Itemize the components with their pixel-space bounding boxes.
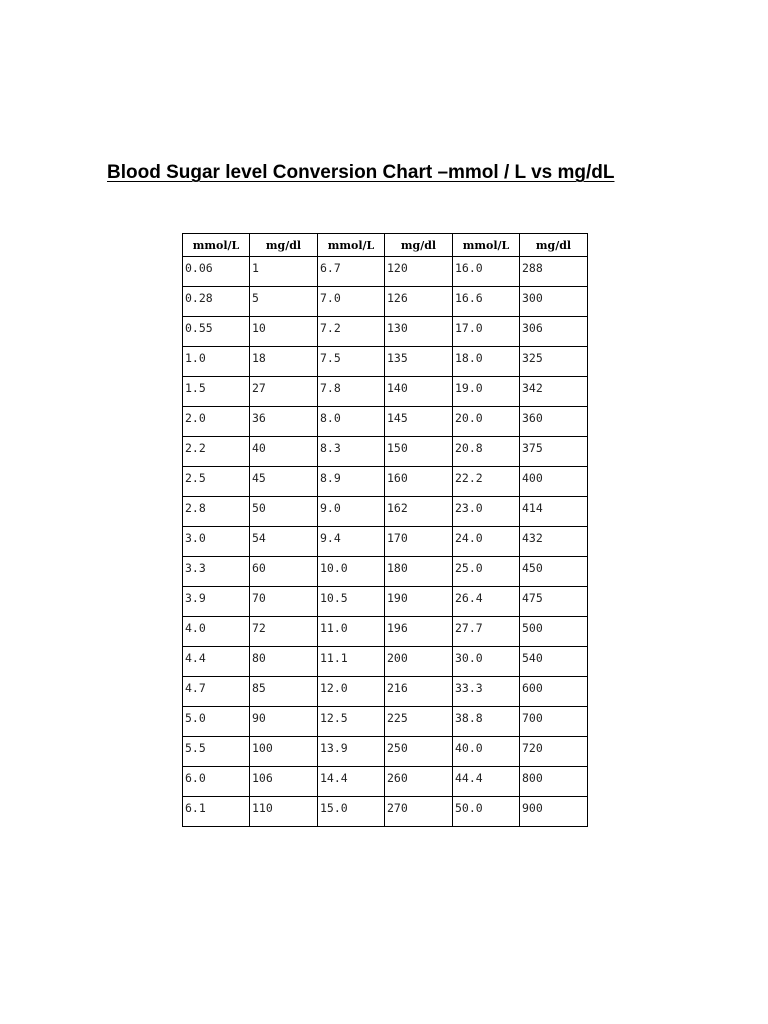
table-cell: 120 bbox=[385, 257, 453, 287]
table-cell: 27 bbox=[250, 377, 318, 407]
table-cell: 180 bbox=[385, 557, 453, 587]
table-cell: 160 bbox=[385, 467, 453, 497]
table-cell: 325 bbox=[520, 347, 588, 377]
table-cell: 72 bbox=[250, 617, 318, 647]
table-cell: 110 bbox=[250, 797, 318, 827]
table-cell: 5 bbox=[250, 287, 318, 317]
table-cell: 800 bbox=[520, 767, 588, 797]
table-cell: 140 bbox=[385, 377, 453, 407]
table-cell: 300 bbox=[520, 287, 588, 317]
table-cell: 400 bbox=[520, 467, 588, 497]
table-cell: 500 bbox=[520, 617, 588, 647]
table-row bbox=[183, 407, 588, 437]
table-cell: 70 bbox=[250, 587, 318, 617]
conversion-table bbox=[182, 233, 588, 827]
table-cell: 38.8 bbox=[453, 707, 520, 737]
table-cell: 10.0 bbox=[318, 557, 385, 587]
table-cell: 360 bbox=[520, 407, 588, 437]
table-cell: 306 bbox=[520, 317, 588, 347]
table-cell: 5.0 bbox=[183, 707, 250, 737]
table-cell: 7.5 bbox=[318, 347, 385, 377]
table-cell: 20.0 bbox=[453, 407, 520, 437]
table-cell: 50 bbox=[250, 497, 318, 527]
table-cell: 85 bbox=[250, 677, 318, 707]
table-row bbox=[183, 617, 588, 647]
table-header-row bbox=[183, 234, 588, 257]
table-cell: 342 bbox=[520, 377, 588, 407]
table-row bbox=[183, 737, 588, 767]
table-cell: 100 bbox=[250, 737, 318, 767]
table-cell: 150 bbox=[385, 437, 453, 467]
table-cell: 13.9 bbox=[318, 737, 385, 767]
table-row bbox=[183, 257, 588, 287]
table-cell: 145 bbox=[385, 407, 453, 437]
table-cell: 450 bbox=[520, 557, 588, 587]
table-cell: 40 bbox=[250, 437, 318, 467]
table-cell: 900 bbox=[520, 797, 588, 827]
table-cell: 10.5 bbox=[318, 587, 385, 617]
table-cell: 6.1 bbox=[183, 797, 250, 827]
table-cell: 432 bbox=[520, 527, 588, 557]
table-body bbox=[183, 257, 588, 827]
table-cell: 26.4 bbox=[453, 587, 520, 617]
table-cell: 20.8 bbox=[453, 437, 520, 467]
page-title: Blood Sugar level Conversion Chart –mmol / L vs mg/dL bbox=[107, 162, 615, 183]
table-cell: 6.0 bbox=[183, 767, 250, 797]
table-cell: 33.3 bbox=[453, 677, 520, 707]
table-cell: 414 bbox=[520, 497, 588, 527]
table-row bbox=[183, 557, 588, 587]
table-cell: 7.2 bbox=[318, 317, 385, 347]
table-cell: 216 bbox=[385, 677, 453, 707]
table-cell: 1.5 bbox=[183, 377, 250, 407]
table-cell: 27.7 bbox=[453, 617, 520, 647]
header-mmol-3: mmol/L bbox=[453, 234, 520, 257]
table-row bbox=[183, 347, 588, 377]
table-cell: 14.4 bbox=[318, 767, 385, 797]
table-cell: 9.4 bbox=[318, 527, 385, 557]
table-cell: 44.4 bbox=[453, 767, 520, 797]
table-cell: 22.2 bbox=[453, 467, 520, 497]
table-cell: 60 bbox=[250, 557, 318, 587]
table-cell: 260 bbox=[385, 767, 453, 797]
table-cell: 7.8 bbox=[318, 377, 385, 407]
table-row bbox=[183, 287, 588, 317]
table-cell: 25.0 bbox=[453, 557, 520, 587]
table-cell: 600 bbox=[520, 677, 588, 707]
table-cell: 50.0 bbox=[453, 797, 520, 827]
table-cell: 16.0 bbox=[453, 257, 520, 287]
table-cell: 16.6 bbox=[453, 287, 520, 317]
table-cell: 720 bbox=[520, 737, 588, 767]
table-cell: 2.5 bbox=[183, 467, 250, 497]
table-row bbox=[183, 587, 588, 617]
table-cell: 270 bbox=[385, 797, 453, 827]
table-cell: 0.55 bbox=[183, 317, 250, 347]
table-cell: 200 bbox=[385, 647, 453, 677]
table-row bbox=[183, 317, 588, 347]
table-cell: 162 bbox=[385, 497, 453, 527]
table-cell: 1.0 bbox=[183, 347, 250, 377]
table-cell: 130 bbox=[385, 317, 453, 347]
header-mgdl-1: mg/dl bbox=[250, 234, 318, 257]
table-cell: 3.3 bbox=[183, 557, 250, 587]
table-cell: 225 bbox=[385, 707, 453, 737]
table-cell: 170 bbox=[385, 527, 453, 557]
table-cell: 18.0 bbox=[453, 347, 520, 377]
table-cell: 23.0 bbox=[453, 497, 520, 527]
table-cell: 10 bbox=[250, 317, 318, 347]
table-cell: 288 bbox=[520, 257, 588, 287]
header-mmol-1: mmol/L bbox=[183, 234, 250, 257]
table-cell: 190 bbox=[385, 587, 453, 617]
table-cell: 2.0 bbox=[183, 407, 250, 437]
table-cell: 90 bbox=[250, 707, 318, 737]
table-cell: 3.9 bbox=[183, 587, 250, 617]
table-cell: 2.2 bbox=[183, 437, 250, 467]
table-cell: 54 bbox=[250, 527, 318, 557]
table-cell: 135 bbox=[385, 347, 453, 377]
table-cell: 8.9 bbox=[318, 467, 385, 497]
table-cell: 4.7 bbox=[183, 677, 250, 707]
table-row bbox=[183, 527, 588, 557]
table-cell: 7.0 bbox=[318, 287, 385, 317]
table-cell: 4.0 bbox=[183, 617, 250, 647]
table-cell: 475 bbox=[520, 587, 588, 617]
table-cell: 8.0 bbox=[318, 407, 385, 437]
table-cell: 36 bbox=[250, 407, 318, 437]
table-cell: 375 bbox=[520, 437, 588, 467]
table-cell: 18 bbox=[250, 347, 318, 377]
table-row bbox=[183, 767, 588, 797]
table-cell: 540 bbox=[520, 647, 588, 677]
table-cell: 196 bbox=[385, 617, 453, 647]
table-cell: 11.1 bbox=[318, 647, 385, 677]
table-row bbox=[183, 437, 588, 467]
table-row bbox=[183, 677, 588, 707]
header-mgdl-2: mg/dl bbox=[385, 234, 453, 257]
table-cell: 0.06 bbox=[183, 257, 250, 287]
table-row bbox=[183, 497, 588, 527]
table-cell: 19.0 bbox=[453, 377, 520, 407]
table-cell: 45 bbox=[250, 467, 318, 497]
table-cell: 30.0 bbox=[453, 647, 520, 677]
table-cell: 0.28 bbox=[183, 287, 250, 317]
table-cell: 2.8 bbox=[183, 497, 250, 527]
table-cell: 4.4 bbox=[183, 647, 250, 677]
table-cell: 15.0 bbox=[318, 797, 385, 827]
table-cell: 9.0 bbox=[318, 497, 385, 527]
table-cell: 24.0 bbox=[453, 527, 520, 557]
table-cell: 5.5 bbox=[183, 737, 250, 767]
table-cell: 12.5 bbox=[318, 707, 385, 737]
table-cell: 250 bbox=[385, 737, 453, 767]
table-cell: 40.0 bbox=[453, 737, 520, 767]
table-row bbox=[183, 707, 588, 737]
header-mmol-2: mmol/L bbox=[318, 234, 385, 257]
header-mgdl-3: mg/dl bbox=[520, 234, 588, 257]
table-cell: 6.7 bbox=[318, 257, 385, 287]
table-cell: 12.0 bbox=[318, 677, 385, 707]
table-cell: 8.3 bbox=[318, 437, 385, 467]
table-cell: 700 bbox=[520, 707, 588, 737]
table-row bbox=[183, 647, 588, 677]
table-row bbox=[183, 797, 588, 827]
table-cell: 126 bbox=[385, 287, 453, 317]
table-cell: 80 bbox=[250, 647, 318, 677]
table-cell: 1 bbox=[250, 257, 318, 287]
table-row bbox=[183, 467, 588, 497]
table-cell: 3.0 bbox=[183, 527, 250, 557]
table-cell: 17.0 bbox=[453, 317, 520, 347]
table-cell: 106 bbox=[250, 767, 318, 797]
table-row bbox=[183, 377, 588, 407]
table-cell: 11.0 bbox=[318, 617, 385, 647]
